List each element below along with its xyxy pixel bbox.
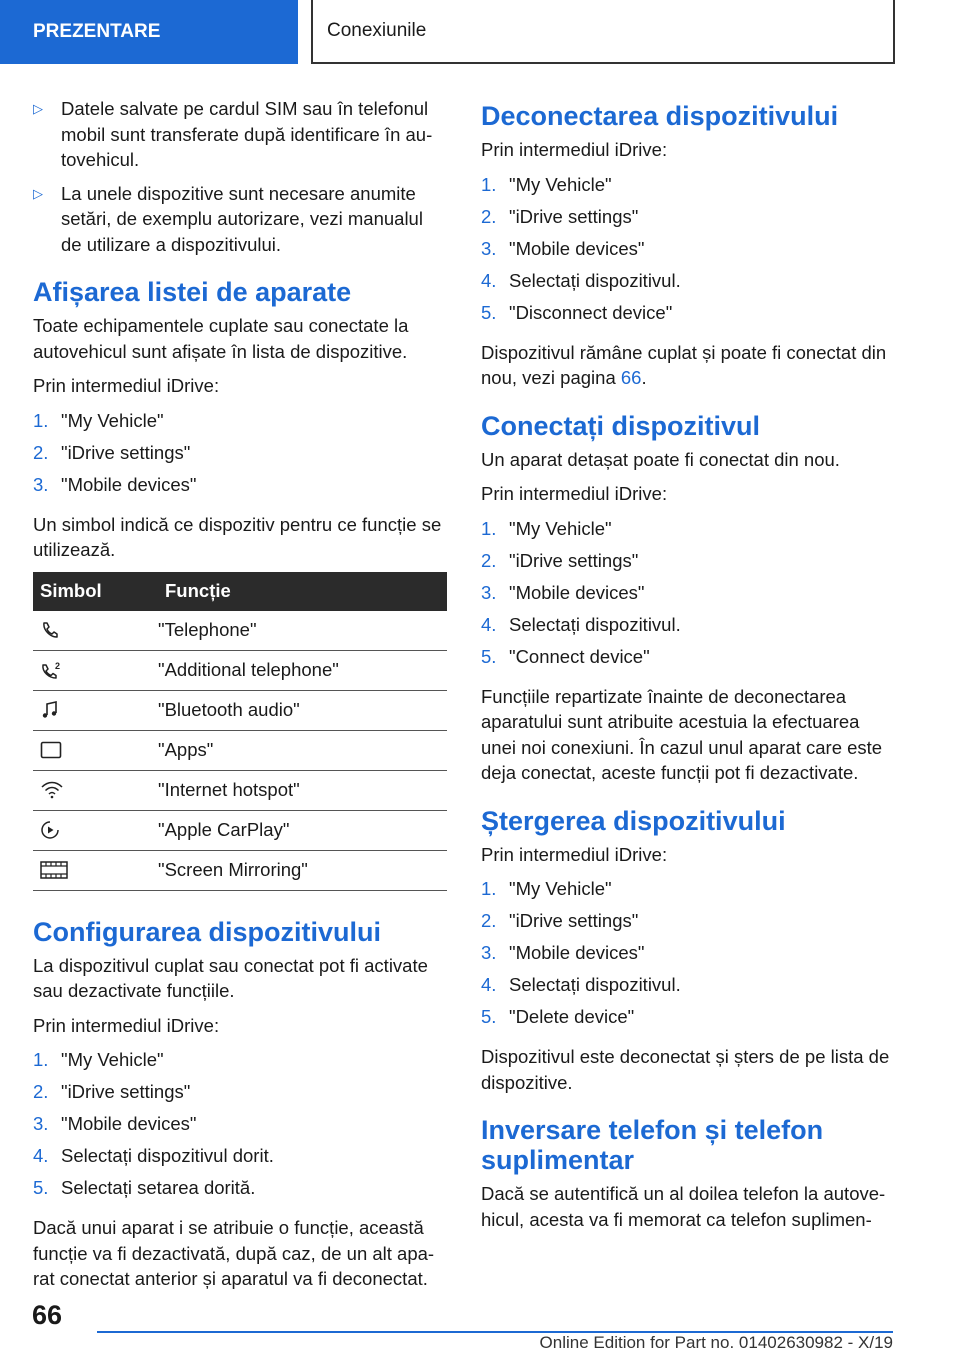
paragraph: Dispozitivul rămâne cuplat și poate fi conectat din nou, vezi pagina 66. xyxy=(481,341,887,388)
step-list xyxy=(481,172,893,332)
step-item: 3. "Mobile devices" xyxy=(481,942,645,963)
step-list xyxy=(33,1047,447,1207)
step-item: 1. "My Vehicle" xyxy=(481,517,612,539)
section-heading: Ștergerea dispozitivului xyxy=(481,805,786,836)
paragraph: Un aparat detașat poate fi conectat din nou. xyxy=(481,448,840,470)
triangle-bullet-icon: ▷ xyxy=(33,101,43,116)
section-tab[interactable] xyxy=(0,0,298,64)
paragraph: Prin intermediul iDrive: xyxy=(33,1014,220,1036)
table-row xyxy=(33,850,447,890)
right-column xyxy=(481,96,893,1241)
table-row xyxy=(33,730,447,770)
step-item: 4. Selectați dispozitivul dorit. xyxy=(33,1145,274,1166)
bullet-text: Datele salvate pe cardul SIM sau în telefonul mobil sunt transferate după identificare în au- tovehicul. xyxy=(61,98,433,170)
step-item: 1. "My Vehicle" xyxy=(481,878,612,899)
table-cell: "Screen Mirroring" xyxy=(158,850,447,890)
step-item: 1. "My Vehicle" xyxy=(33,409,164,431)
step-item: 4. Selectați dispozitivul. xyxy=(481,269,681,291)
svg-text:2: 2 xyxy=(55,661,61,671)
table-row xyxy=(33,770,447,810)
phone-icon xyxy=(40,620,158,640)
section-heading: Deconectarea dispozitivului xyxy=(481,101,839,131)
wifi-icon xyxy=(40,780,158,800)
step-item: 3. "Mobile devices" xyxy=(481,581,645,603)
section-label: PREZENTARE xyxy=(33,21,161,42)
table-row xyxy=(33,690,447,730)
section-heading: Configurarea dispozitivului xyxy=(33,916,382,947)
step-item: 3. "Mobile devices" xyxy=(33,473,197,495)
step-item: 3. "Mobile devices" xyxy=(481,237,645,259)
table-cell: "Apple CarPlay" xyxy=(158,810,447,850)
bullet-item xyxy=(33,181,447,258)
chapter-label: Conexiunile xyxy=(327,20,427,41)
table-row xyxy=(33,650,447,690)
step-item: 3. "Mobile devices" xyxy=(33,1113,197,1134)
paragraph: Prin intermediul iDrive: xyxy=(481,483,668,504)
step-item: 2. "iDrive settings" xyxy=(481,910,639,931)
symbol-table xyxy=(33,572,447,891)
page-link[interactable]: 66 xyxy=(620,367,642,388)
table-cell: "Bluetooth audio" xyxy=(158,690,447,730)
paragraph: Funcțiile repartizate înainte de deconectarea aparatului sunt atribuite acestuia la efectuarea unei noi conexiuni. În cazul unul aparat care este deja conectat, aceste funcții pot fi dezactivate. xyxy=(481,685,883,783)
table-header-row xyxy=(33,572,447,611)
table-cell: "Additional telephone" xyxy=(158,650,447,690)
step-item: 2. "iDrive settings" xyxy=(33,441,191,463)
step-item: 2. "iDrive settings" xyxy=(481,549,639,571)
step-item: 2. "iDrive settings" xyxy=(481,205,639,227)
apps-icon xyxy=(40,741,158,759)
step-list xyxy=(481,876,893,1036)
left-column xyxy=(33,96,447,1301)
bullet-item xyxy=(33,96,447,173)
table-cell: "Internet hotspot" xyxy=(158,770,447,810)
table-cell: "Telephone" xyxy=(158,611,447,651)
screen-mirroring-icon xyxy=(40,860,158,880)
column-header-function: Funcție xyxy=(158,572,447,611)
table-row xyxy=(33,810,447,850)
section-heading: Afișarea listei de aparate xyxy=(33,277,352,307)
paragraph: La dispozitivul cuplat sau conectat pot fi activate sau dezactivate funcțiile. xyxy=(33,954,428,1001)
step-item: 2. "iDrive settings" xyxy=(33,1081,191,1102)
chapter-tab[interactable] xyxy=(311,0,895,64)
paragraph: Dacă unui aparat i se atribuie o funcție, această funcție va fi dezactivată, după caz, de un alt apa- rat conectat anterior și aparatul va fi deconectat. xyxy=(33,1217,435,1289)
paragraph: Prin intermediul iDrive: xyxy=(33,375,220,396)
step-item: 5. "Disconnect device" xyxy=(481,301,673,323)
step-list xyxy=(481,516,893,676)
footer-edition-text: Online Edition for Part no. 01402630982 - X/19 xyxy=(539,1333,893,1352)
step-item: 5. "Connect device" xyxy=(481,645,650,667)
phone-2-icon xyxy=(40,660,158,680)
paragraph: Dispozitivul este deconectat și șters de pe lista de dispozitive. xyxy=(481,1046,890,1093)
music-note-icon xyxy=(40,700,158,720)
step-item: 5. "Delete device" xyxy=(481,1006,635,1027)
paragraph: Un simbol indică ce dispozitiv pentru ce funcție se utilizează. xyxy=(33,513,442,560)
step-item: 5. Selectați setarea dorită. xyxy=(33,1177,256,1198)
step-item: 4. Selectați dispozitivul. xyxy=(481,613,681,635)
paragraph: Prin intermediul iDrive: xyxy=(481,139,668,160)
paragraph: Dacă se autentifică un al doilea telefon la autove- hicul, acesta va fi memorat ca telefon suplimen- xyxy=(481,1183,886,1230)
table-cell: "Apps" xyxy=(158,730,447,770)
table-row xyxy=(33,611,447,651)
step-item: 4. Selectați dispozitivul. xyxy=(481,974,681,995)
step-item: 1. "My Vehicle" xyxy=(33,1049,164,1070)
column-header-symbol: Simbol xyxy=(33,572,158,611)
section-heading: Conectați dispozitivul xyxy=(481,410,761,441)
paragraph: Prin intermediul iDrive: xyxy=(481,843,668,865)
paragraph: Toate echipamentele cuplate sau conectate la autovehicul sunt afișate în lista de dispozitive. xyxy=(33,315,409,362)
section-heading: Inversare telefon și telefon suplimentar xyxy=(481,1115,824,1175)
carplay-icon xyxy=(40,820,158,840)
step-list xyxy=(33,408,447,504)
step-item: 1. "My Vehicle" xyxy=(481,173,612,195)
bullet-text: La unele dispozitive sunt necesare anumite setări, de exemplu autorizare, vezi manualul de utilizare a dispozitivului. xyxy=(61,182,423,255)
triangle-bullet-icon: ▷ xyxy=(33,185,43,201)
page-number: 66 xyxy=(32,1300,63,1330)
